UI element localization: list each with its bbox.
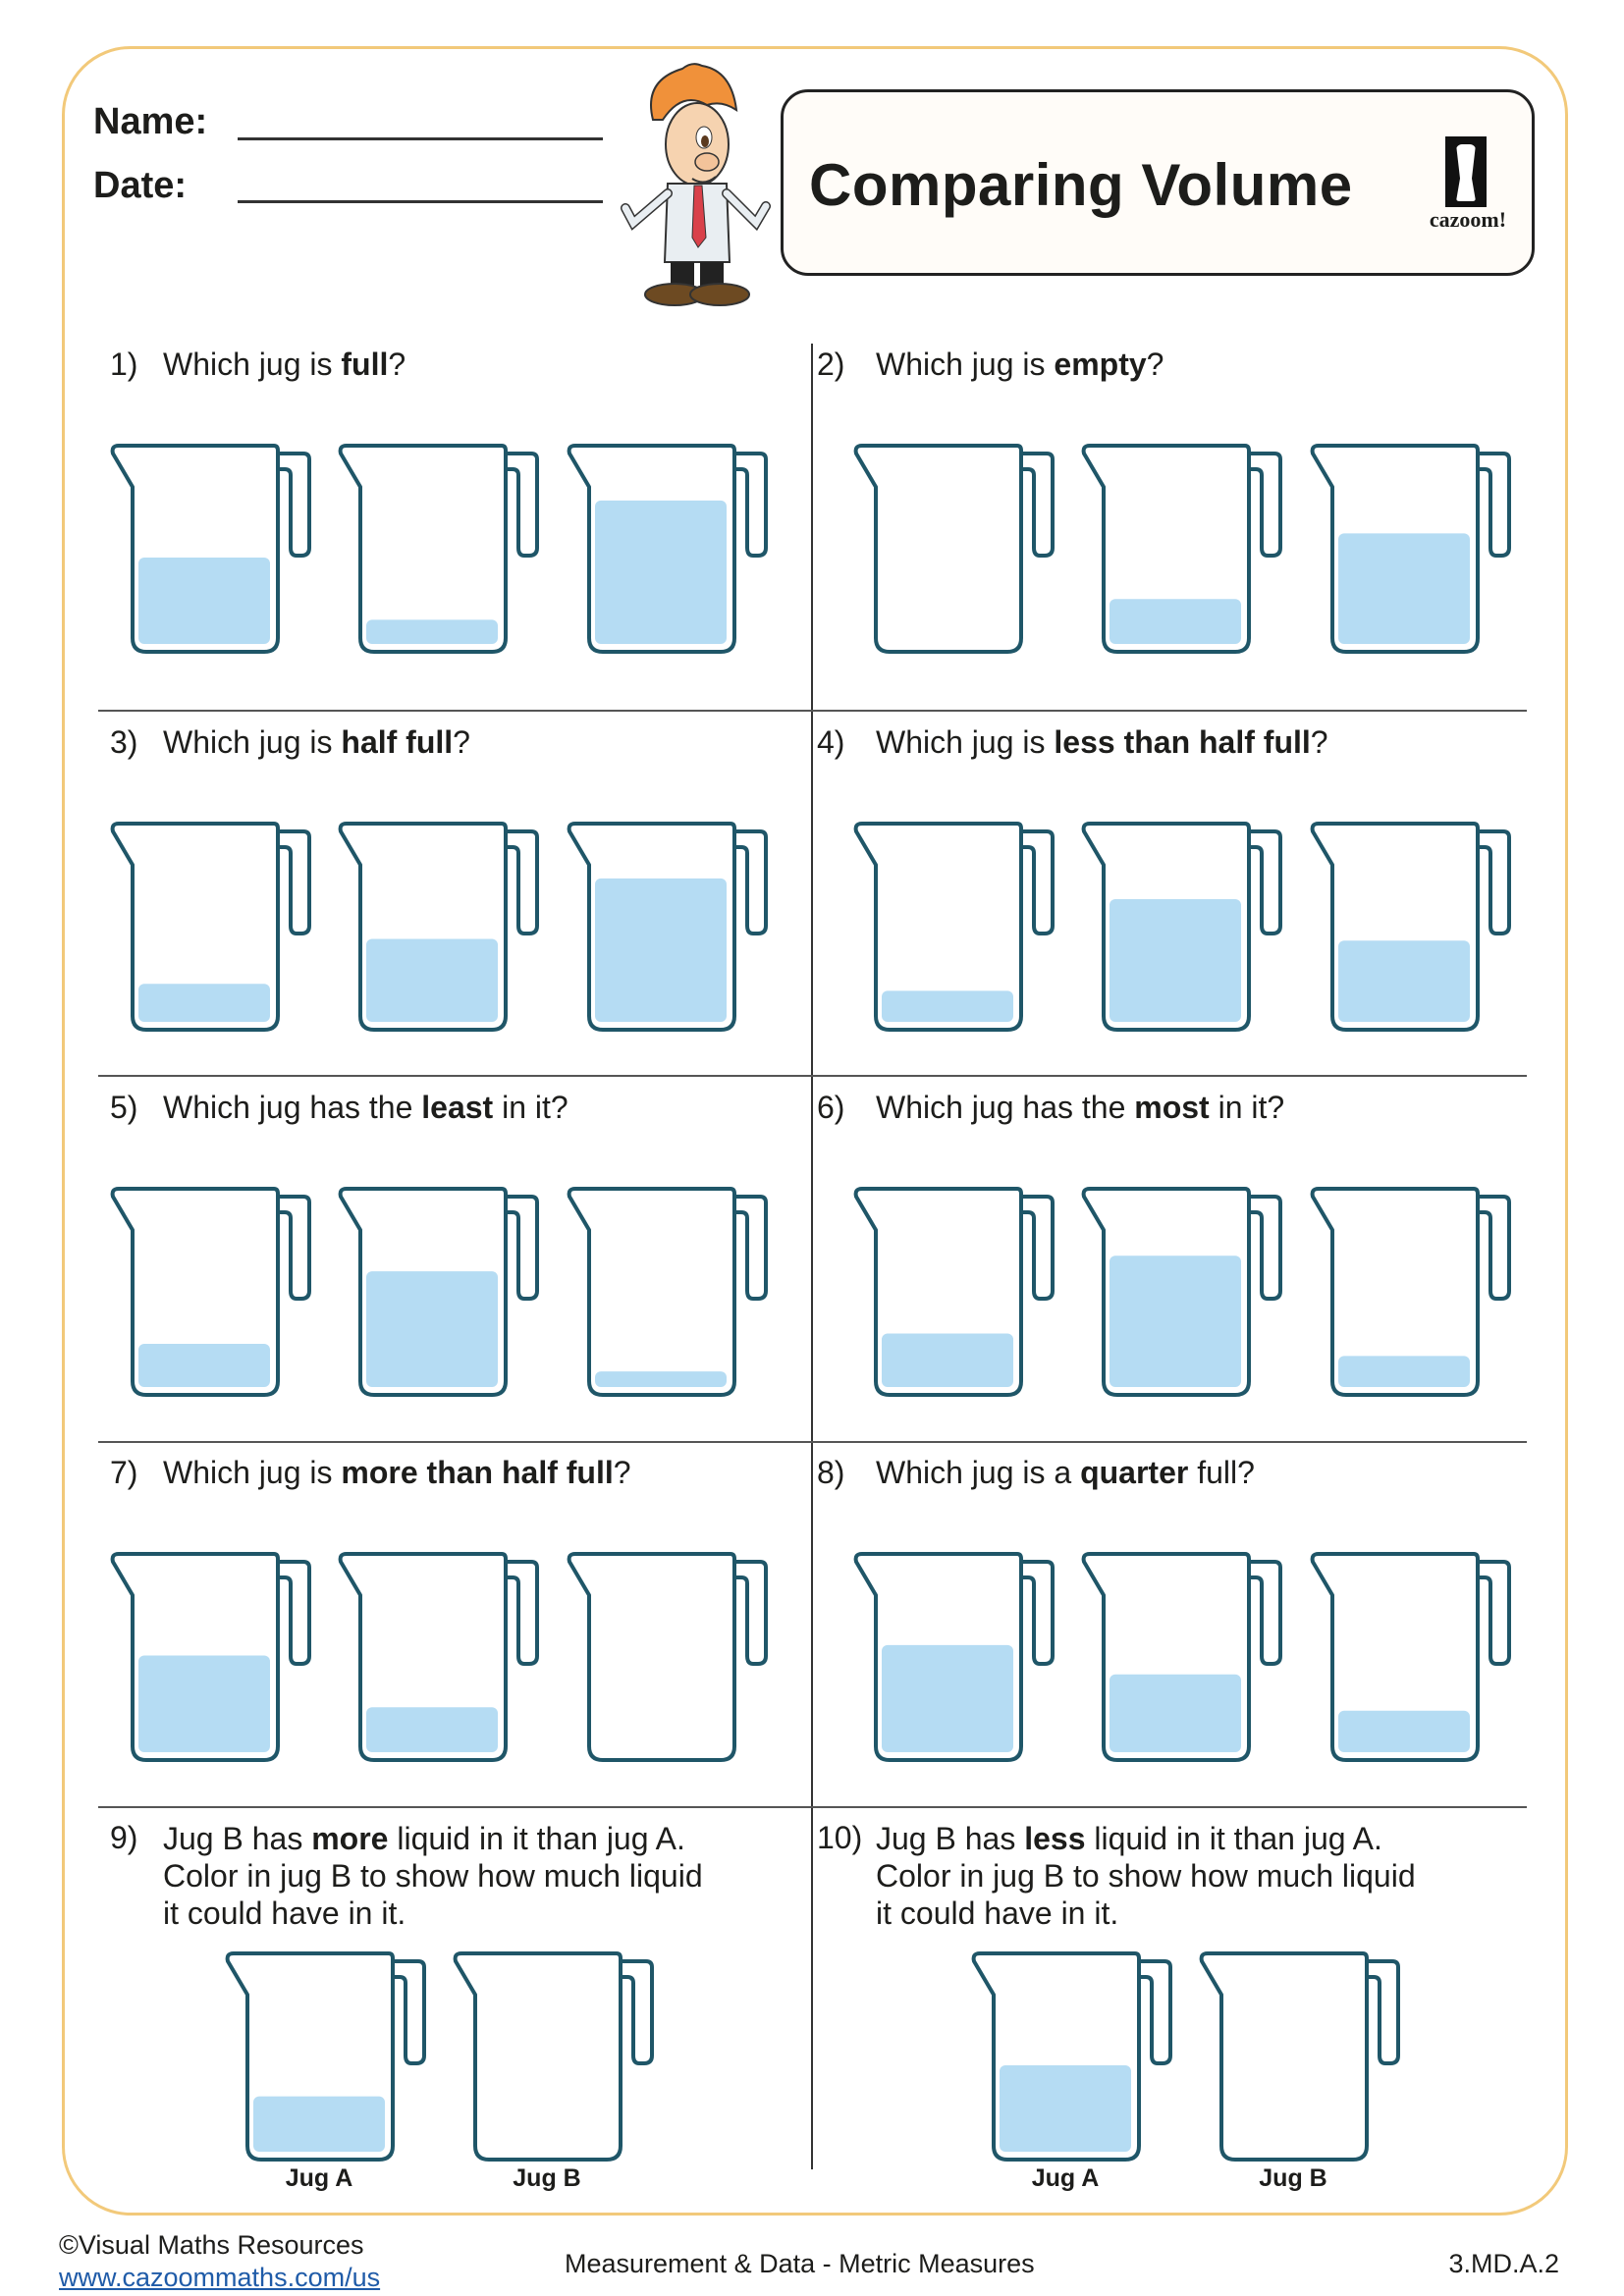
jug-8-2[interactable] [1082,1550,1283,1764]
website-link[interactable]: www.cazoommaths.com/us [59,2263,381,2292]
jug-7-1[interactable] [111,1550,312,1764]
question-number: 7) [110,1455,138,1490]
question-number: 1) [110,347,138,382]
date-label: Date: [93,165,188,206]
question-text: Which jug is full? [163,347,406,382]
row-divider [98,1441,1527,1443]
question-text: Which jug has the most in it? [876,1090,1285,1125]
jug-label: Jug A [1031,2164,1100,2192]
jug-4-2[interactable] [1082,820,1283,1034]
jug-3-3[interactable] [568,820,769,1034]
date-input-line[interactable] [238,200,603,203]
jug-7-3[interactable] [568,1550,769,1764]
jug-2-1[interactable] [854,442,1056,656]
name-label: Name: [93,101,208,142]
footer-credit [59,2229,380,2294]
question-text: Which jug is a quarter full? [876,1455,1255,1490]
jug-4-3[interactable] [1311,820,1512,1034]
jug-8-3[interactable] [1311,1550,1512,1764]
jug-6-1[interactable] [854,1185,1056,1399]
jug-10-a[interactable] [972,1949,1173,2163]
row-divider [98,710,1527,712]
question-number: 5) [110,1090,138,1125]
question-number: 9) [110,1820,138,1855]
mascot-illustration [614,61,776,306]
glass-icon [1445,136,1487,207]
question-text: Which jug is half full? [163,724,470,760]
footer-topic: Measurement & Data - Metric Measures [565,2249,1035,2278]
question-text: Which jug has the least in it? [163,1090,568,1125]
question-text: Which jug is less than half full? [876,724,1328,760]
question-number: 8) [817,1455,845,1490]
jug-2-3[interactable] [1311,442,1512,656]
jug-5-3[interactable] [568,1185,769,1399]
jug-6-2[interactable] [1082,1185,1283,1399]
row-divider [98,1806,1527,1808]
question-text: Which jug is more than half full? [163,1455,631,1490]
row-divider [98,1075,1527,1077]
jug-3-2[interactable] [339,820,540,1034]
jug-6-3[interactable] [1311,1185,1512,1399]
question-number: 2) [817,347,845,382]
jug-1-3[interactable] [568,442,769,656]
jug-8-1[interactable] [854,1550,1056,1764]
question-number: 4) [817,724,845,760]
cazoom-logo [1424,136,1512,235]
jug-5-1[interactable] [111,1185,312,1399]
jug-2-2[interactable] [1082,442,1283,656]
jug-9-a[interactable] [226,1949,427,2163]
question-text: Jug B has more liquid in it than jug A. Color in jug B to show how much liquid it could have in it. [163,1821,703,1931]
jug-5-2[interactable] [339,1185,540,1399]
question-text: Jug B has less liquid in it than jug A. Color in jug B to show how much liquid it could have in it. [876,1821,1416,1931]
column-divider [811,344,813,2169]
jug-9-b[interactable] [454,1949,655,2163]
jug-1-1[interactable] [111,442,312,656]
name-input-line[interactable] [238,137,603,140]
question-number: 3) [110,724,138,760]
footer-standard: 3.MD.A.2 [1448,2249,1559,2278]
jug-7-2[interactable] [339,1550,540,1764]
copyright-text: ©Visual Maths Resources [59,2230,364,2260]
title-box [781,89,1535,276]
question-number: 10) [817,1820,863,1855]
jug-1-2[interactable] [339,442,540,656]
question-text: Which jug is empty? [876,347,1164,382]
jug-4-1[interactable] [854,820,1056,1034]
jug-10-b[interactable] [1200,1949,1401,2163]
logo-text: cazoom! [1429,207,1507,232]
jug-label: Jug B [1259,2164,1327,2192]
jug-label: Jug B [513,2164,581,2192]
question-number: 6) [817,1090,845,1125]
jug-3-1[interactable] [111,820,312,1034]
jug-label: Jug A [285,2164,353,2192]
page-title: Comparing Volume [809,152,1353,218]
